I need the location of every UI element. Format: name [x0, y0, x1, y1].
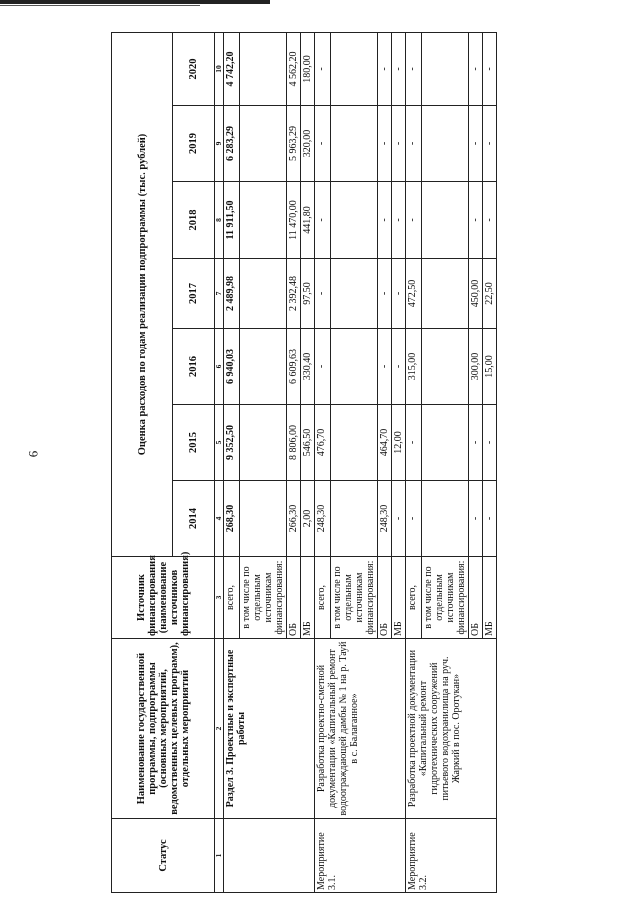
value-cell: 268,30 [224, 481, 240, 557]
column-number: 7 [215, 259, 224, 329]
value-cell [422, 405, 469, 481]
row-source: МБ [483, 557, 497, 639]
row-source: в том числе по отдельным источникам финансирования: [422, 557, 469, 639]
page-number: 6 [25, 450, 41, 458]
row-name: Разработка проектной документации «Капитальный ремонт гидротехнических сооружений питьевого водохранилища на руч. Жаркий в пос. Оротукан» [406, 639, 497, 819]
value-cell: - [469, 32, 483, 105]
value-cell: - [483, 32, 497, 105]
value-cell: - [378, 329, 392, 405]
value-cell: 472,50 [406, 259, 422, 329]
column-number: 8 [215, 182, 224, 259]
year-header-2019: 2019 [173, 106, 215, 182]
value-cell: 248,30 [315, 481, 331, 557]
value-cell: 11 911,50 [224, 182, 240, 259]
value-cell: 15,00 [483, 329, 497, 405]
value-cell: - [469, 106, 483, 182]
value-cell: 9 352,50 [224, 405, 240, 481]
rotated-table-container [111, 33, 495, 893]
row-name: Разработка проектно-сметной документации «Капитальный ремонт водоограждающей дамбы № 1 на р. Тауй в с. Балаганное» [315, 639, 406, 819]
value-cell [422, 481, 469, 557]
year-header-2016: 2016 [173, 329, 215, 405]
value-cell: 330,40 [301, 329, 315, 405]
value-cell: - [378, 259, 392, 329]
value-cell: - [378, 106, 392, 182]
row-status: Мероприятие 3.1. [315, 819, 406, 893]
value-cell [331, 259, 378, 329]
value-cell: 441,80 [301, 182, 315, 259]
value-cell: 11 470,00 [287, 182, 301, 259]
value-cell: - [315, 182, 331, 259]
value-cell [331, 329, 378, 405]
value-cell: 2,00 [301, 481, 315, 557]
value-cell: 464,70 [378, 405, 392, 481]
row-source: всего, [224, 557, 240, 639]
value-cell: - [315, 329, 331, 405]
value-cell [422, 329, 469, 405]
value-cell [240, 329, 287, 405]
value-cell: 5 963,29 [287, 106, 301, 182]
row-status [224, 819, 315, 893]
value-cell: 6 283,29 [224, 106, 240, 182]
value-cell [240, 106, 287, 182]
value-cell: - [469, 182, 483, 259]
value-cell: 6 609,63 [287, 329, 301, 405]
row-status: Мероприятие 3.2. [406, 819, 497, 893]
value-cell: 315,00 [406, 329, 422, 405]
row-source: ОБ [378, 557, 392, 639]
value-cell: - [469, 405, 483, 481]
value-cell: - [315, 32, 331, 105]
value-cell: - [469, 481, 483, 557]
value-cell [331, 32, 378, 105]
value-cell [240, 405, 287, 481]
column-number: 4 [215, 481, 224, 557]
column-number: 9 [215, 106, 224, 182]
value-cell: - [483, 106, 497, 182]
value-cell: 248,30 [378, 481, 392, 557]
value-cell: - [406, 32, 422, 105]
row-source: всего, [315, 557, 331, 639]
row-source: МБ [392, 557, 406, 639]
table-row [406, 32, 422, 892]
value-cell: 266,30 [287, 481, 301, 557]
row-name: Раздел 3. Проектные и экспертные работы [224, 639, 315, 819]
value-cell: - [406, 106, 422, 182]
value-cell [240, 259, 287, 329]
year-header-2020: 2020 [173, 32, 215, 105]
value-cell: - [483, 405, 497, 481]
value-cell: 546,50 [301, 405, 315, 481]
header-status: Статус [112, 819, 215, 893]
value-cell: - [483, 481, 497, 557]
row-source: в том числе по отдельным источникам финансирования: [240, 557, 287, 639]
value-cell: - [315, 106, 331, 182]
top-border-line-thin [0, 5, 200, 6]
row-source: ОБ [469, 557, 483, 639]
value-cell: 8 806,00 [287, 405, 301, 481]
header-name: Наименование государственной программы, подпрограммы (основных мероприятий, ведомственных целевых программ), отдельных мероприятий [112, 639, 215, 819]
value-cell: - [392, 106, 406, 182]
value-cell: - [392, 481, 406, 557]
value-cell: - [392, 259, 406, 329]
value-cell: - [406, 405, 422, 481]
top-border-line [0, 0, 270, 4]
value-cell: 2 489,98 [224, 259, 240, 329]
value-cell [422, 106, 469, 182]
value-cell: - [378, 32, 392, 105]
value-cell: 6 940,03 [224, 329, 240, 405]
value-cell: 180,00 [301, 32, 315, 105]
table-row [224, 32, 240, 892]
value-cell [331, 405, 378, 481]
value-cell: 4 742,20 [224, 32, 240, 105]
column-number: 3 [215, 557, 224, 639]
header-estimate: Оценка расходов по годам реализации подпрограммы (тыс. рублей) [112, 32, 173, 556]
value-cell: 12,00 [392, 405, 406, 481]
value-cell: 4 562,20 [287, 32, 301, 105]
year-header-2015: 2015 [173, 405, 215, 481]
value-cell [422, 182, 469, 259]
value-cell: - [392, 182, 406, 259]
value-cell: - [406, 182, 422, 259]
financing-table [111, 32, 497, 893]
value-cell: 300,00 [469, 329, 483, 405]
value-cell [240, 32, 287, 105]
row-source: МБ [301, 557, 315, 639]
year-header-2014: 2014 [173, 481, 215, 557]
row-source: всего, [406, 557, 422, 639]
value-cell [422, 32, 469, 105]
value-cell: 476,70 [315, 405, 331, 481]
column-number: 5 [215, 405, 224, 481]
year-header-2018: 2018 [173, 182, 215, 259]
value-cell [331, 182, 378, 259]
value-cell: 450,00 [469, 259, 483, 329]
value-cell [240, 182, 287, 259]
value-cell: - [483, 182, 497, 259]
column-number: 2 [215, 639, 224, 819]
value-cell: - [392, 32, 406, 105]
column-number: 1 [215, 819, 224, 893]
table-row [315, 32, 331, 892]
value-cell: - [392, 329, 406, 405]
value-cell: - [378, 182, 392, 259]
value-cell [331, 106, 378, 182]
column-number: 10 [215, 32, 224, 105]
value-cell: - [406, 481, 422, 557]
value-cell: 320,00 [301, 106, 315, 182]
value-cell: 97,50 [301, 259, 315, 329]
column-number: 6 [215, 329, 224, 405]
row-source: в том числе по отдельным источникам финансирования: [331, 557, 378, 639]
value-cell [331, 481, 378, 557]
year-header-2017: 2017 [173, 259, 215, 329]
value-cell [422, 259, 469, 329]
value-cell: 2 392,48 [287, 259, 301, 329]
value-cell: 22,50 [483, 259, 497, 329]
row-source: ОБ [287, 557, 301, 639]
value-cell: - [315, 259, 331, 329]
header-source: Источник финансирования (наименование источников финансирования) [112, 557, 215, 639]
value-cell [240, 481, 287, 557]
